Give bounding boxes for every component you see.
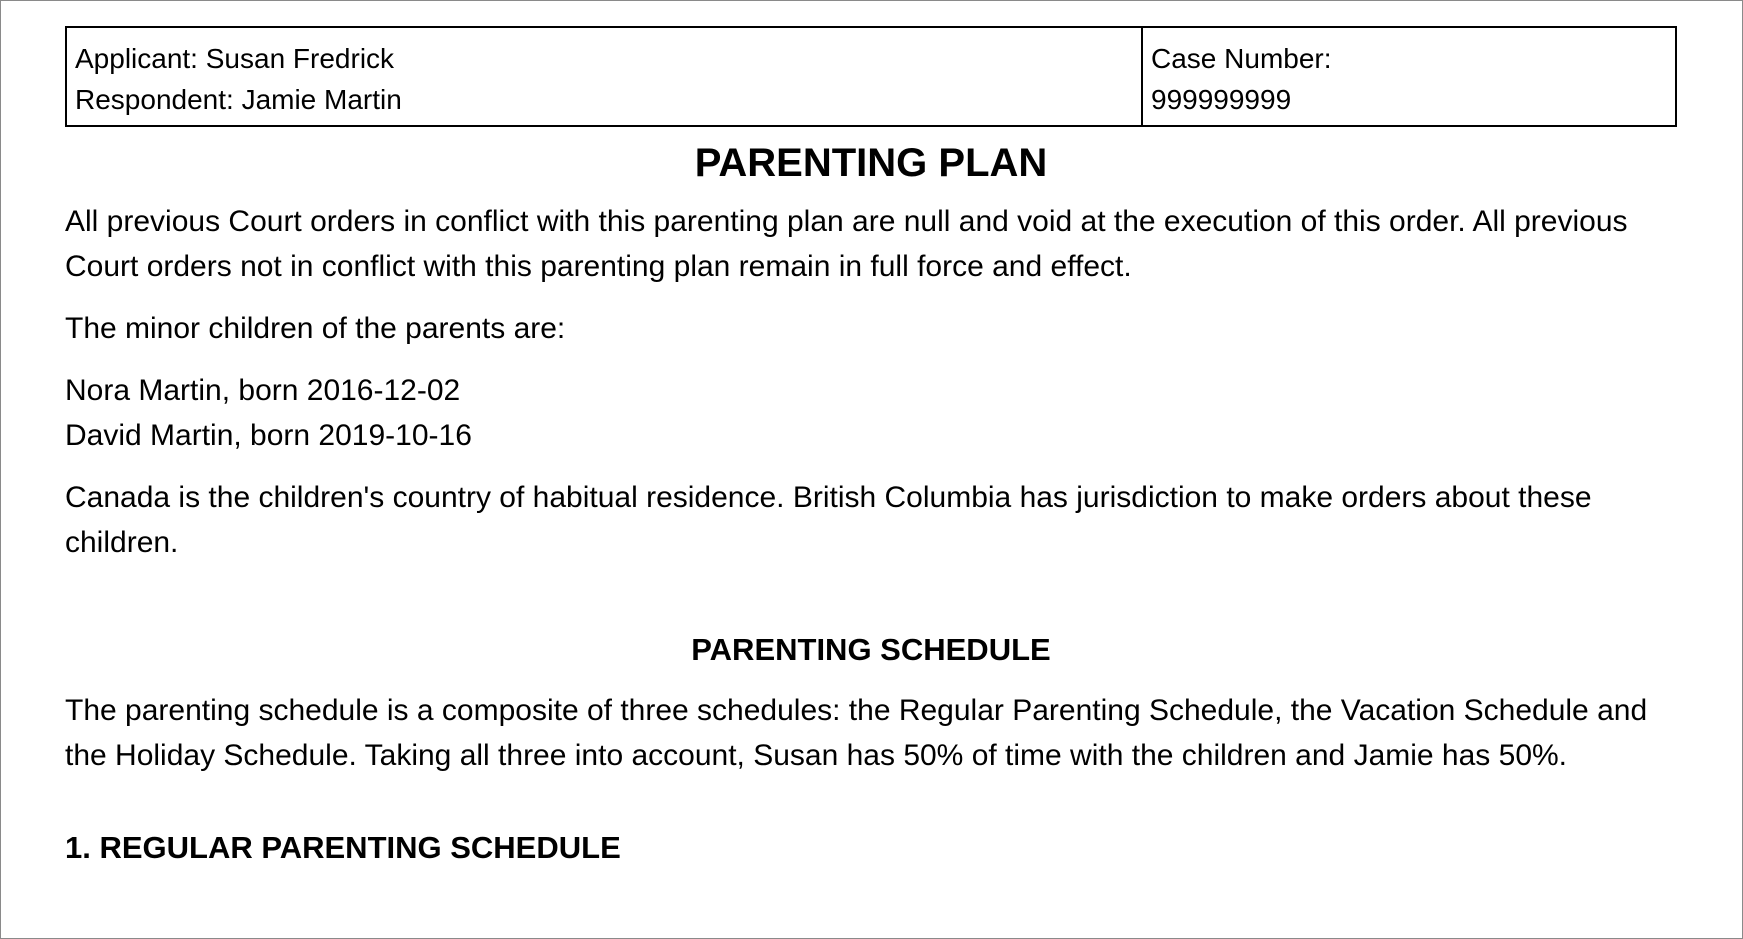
children-intro: The minor children of the parents are:: [65, 312, 566, 345]
children-list: [65, 368, 1677, 458]
applicant-line: Applicant: Susan Fredrick: [75, 43, 395, 74]
residence-paragraph: Canada is the children's country of habitual residence. British Columbia has jurisdiction to make orders about these children.: [65, 481, 1592, 559]
parenting-schedule-heading: PARENTING SCHEDULE: [691, 632, 1051, 667]
parties-cell: [67, 28, 1143, 125]
document-title: PARENTING PLAN: [694, 141, 1048, 185]
respondent-line: Respondent: Jamie Martin: [75, 84, 402, 115]
child-item: Nora Martin, born 2016-12-02: [65, 374, 461, 407]
regular-schedule-heading: 1. REGULAR PARENTING SCHEDULE: [65, 830, 621, 865]
intro-paragraph: All previous Court orders in conflict with this parenting plan are null and void at the execution of this order. All previous Court orders not in conflict with this parenting plan remain in full force and effect.: [65, 205, 1628, 283]
case-number-value: 999999999: [1151, 84, 1292, 115]
case-header-table: [65, 26, 1677, 127]
document-body: [65, 26, 1677, 868]
case-number-label: Case Number:: [1151, 43, 1332, 74]
schedule-paragraph: The parenting schedule is a composite of three schedules: the Regular Parenting Schedule, the Vacation Schedule and the Holiday Schedule. Taking all three into account, Susan has 50% of time with the children and Jamie has 50%.: [65, 694, 1648, 772]
case-number-cell: [1143, 28, 1675, 125]
child-item: David Martin, born 2019-10-16: [65, 419, 472, 452]
